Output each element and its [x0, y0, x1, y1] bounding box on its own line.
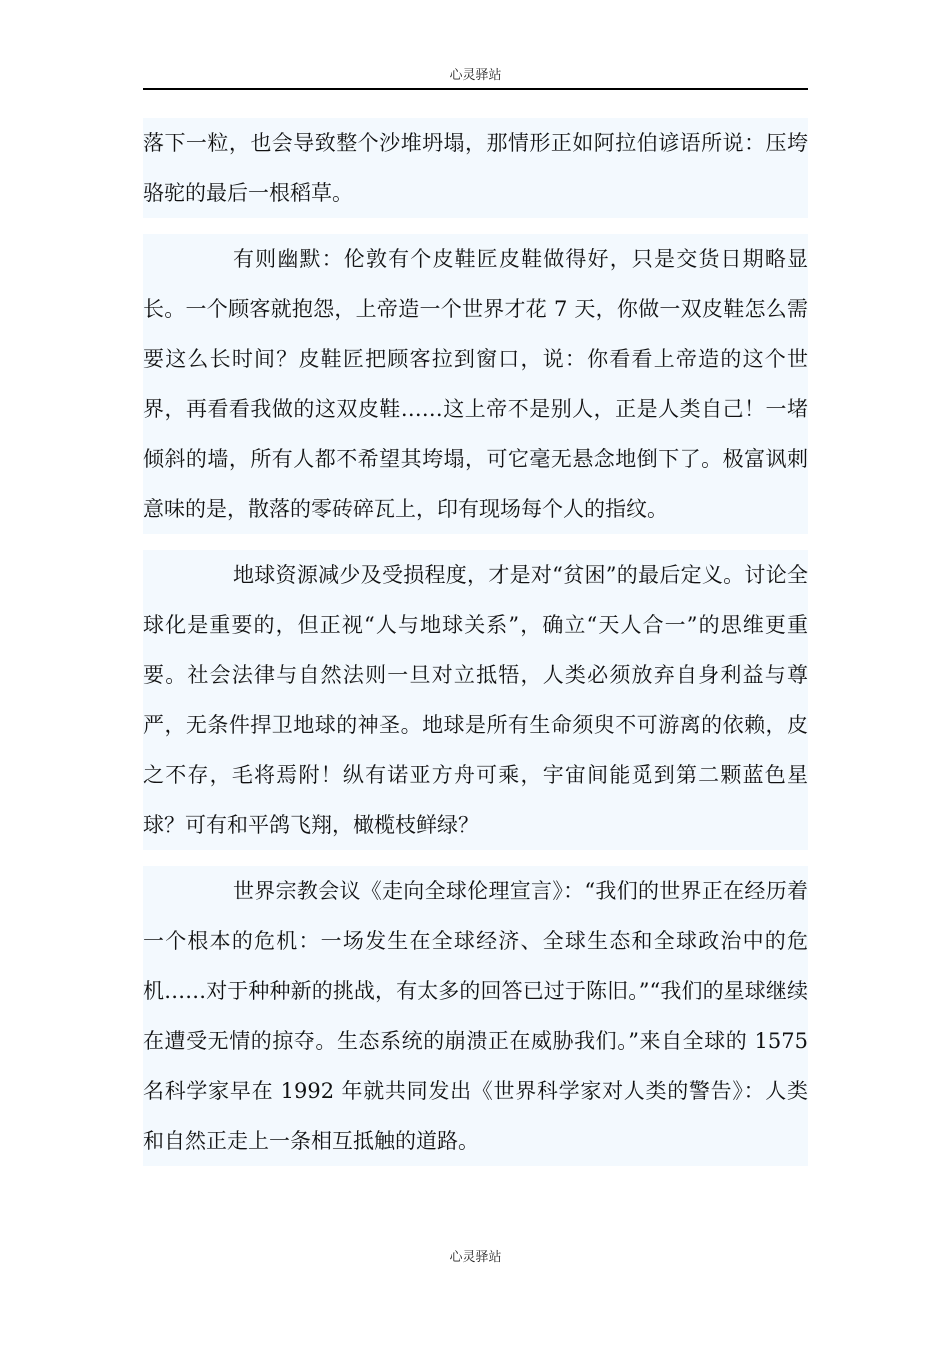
page-header: 心灵驿站 — [143, 66, 808, 90]
page-footer: 心灵驿站 — [449, 1250, 502, 1265]
paragraph-shoemaker: 有则幽默：伦敦有个皮鞋匠皮鞋做得好，只是交货日期略显长。一个顾客就抱怨，上帝造一个世界才花 7 天，你做一双皮鞋怎么需要这么长时间？皮鞋匠把顾客拉到窗口，说：你看看上帝造的这个世界，再看看我做的这双皮鞋……这上帝不是别人，正是人类自己！一堵倾斜的墙，所有人都不希望其垮塌，可它毫无悬念地倒下了。极富讽刺意味的是，散落的零砖碎瓦上，印有现场每个人的指纹。 — [143, 234, 808, 534]
paragraph-continued: 落下一粒，也会导致整个沙堆坍塌，那情形正如阿拉伯谚语所说：压垮骆驼的最后一根稻草。 — [143, 118, 808, 218]
paragraph-global-ethics: 世界宗教会议《走向全球伦理宣言》：“我们的世界正在经历着一个根本的危机：一场发生在全球经济、全球生态和全球政治中的危机……对于种种新的挑战，有太多的回答已过于陈旧。”“我们的星球继续在遭受无情的掠夺。生态系统的崩溃正在威胁我们。”来自全球的 1575 名科学家早在 1992 年就共同发出《世界科学家对人类的警告》：人类和自然正走上一条相互抵触的道路。 — [143, 866, 808, 1166]
paragraph-earth-resources: 地球资源减少及受损程度，才是对“贫困”的最后定义。讨论全球化是重要的，但正视“人与地球关系”，确立“天人合一”的思维更重要。社会法律与自然法则一旦对立抵牾，人类必须放弃自身利益与尊严，无条件捍卫地球的神圣。地球是所有生命须臾不可游离的依赖，皮之不存，毛将焉附！纵有诺亚方舟可乘，宇宙间能觅到第二颗蓝色星球？可有和平鸽飞翔，橄榄枝鲜绿？ — [143, 550, 808, 850]
document-body — [143, 118, 808, 1166]
